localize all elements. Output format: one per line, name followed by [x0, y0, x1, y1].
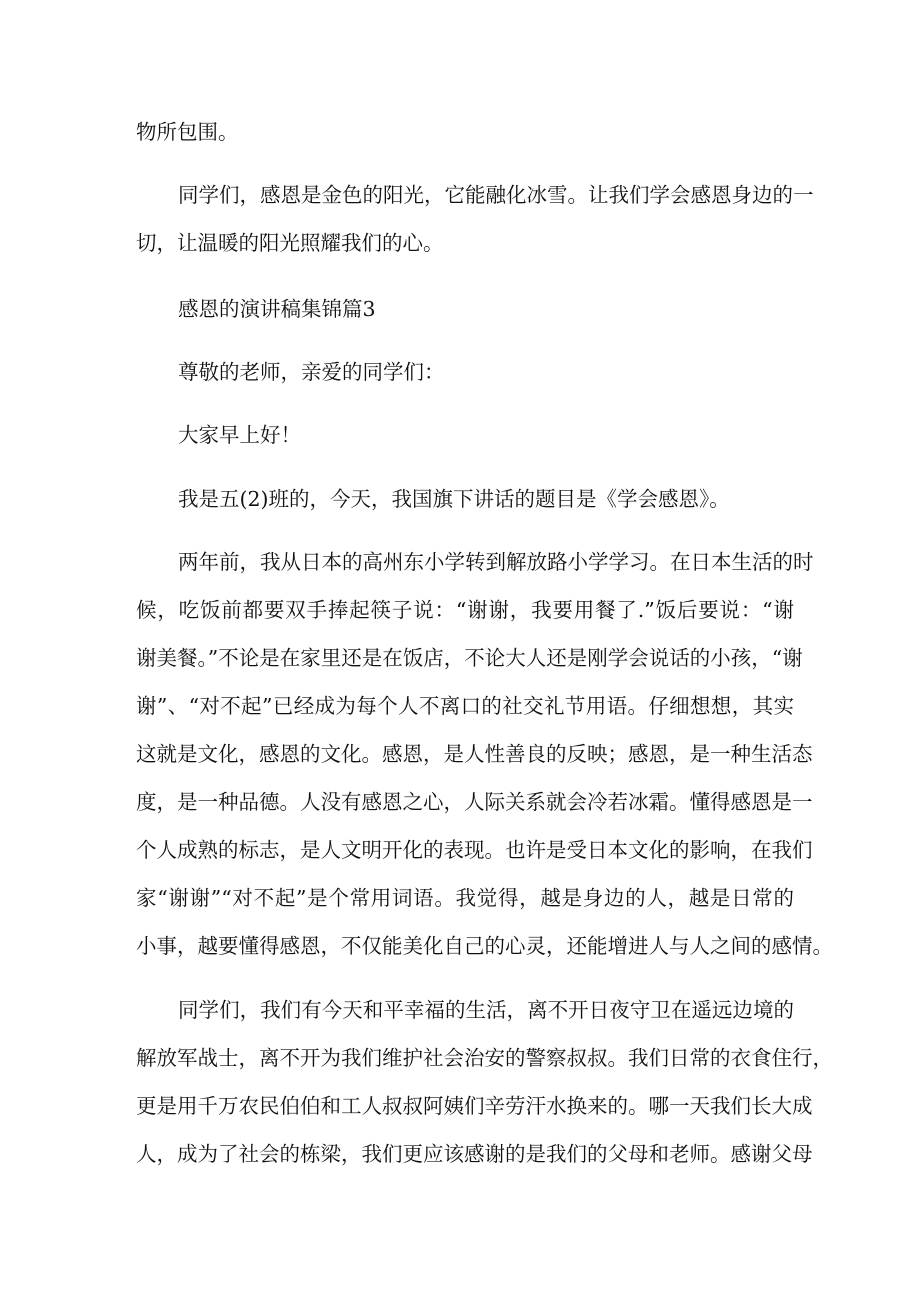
intro-line: 我是五(2)班的，今天，我国旗下讲话的题目是《学会感恩》。 [178, 487, 730, 511]
paragraph-line: 小事，越要懂得感恩，不仅能美化自己的心灵，还能增进人与人之间的感情。 [136, 934, 833, 958]
paragraph-line: 这就是文化，感恩的文化。感恩，是人性善良的反映；感恩，是一种生活态 [136, 742, 813, 766]
paragraph-line: 解放军战士，离不开为我们维护社会治安的警察叔叔。我们日常的衣食住行， [136, 1046, 833, 1070]
salutation: 尊敬的老师，亲爱的同学们： [178, 360, 445, 384]
paragraph-line: 同学们，我们有今天和平幸福的生活，离不开日夜守卫在遥远边境的 [178, 998, 794, 1022]
paragraph-line: 两年前，我从日本的高州东小学转到解放路小学学习。在日本生活的时 [178, 550, 814, 574]
paragraph-continuation: 物所包围。 [136, 120, 239, 144]
section-title: 感恩的演讲稿集锦篇3 [178, 297, 376, 321]
paragraph-line: 更是用千万农民伯伯和工人叔叔阿姨们辛劳汗水换来的。哪一天我们长大成 [136, 1094, 813, 1118]
paragraph-line: 同学们，感恩是金色的阳光，它能融化冰雪。让我们学会感恩身边的一 [178, 183, 814, 207]
paragraph-line: 度，是一种品德。人没有感恩之心，人际关系就会冷若冰霜。懂得感恩是一 [136, 790, 813, 814]
paragraph-line: 个人成熟的标志，是人文明开化的表现。也许是受日本文化的影响，在我们 [136, 838, 813, 862]
paragraph-line: 家“谢谢”“对不起”是个常用词语。我觉得，越是身边的人，越是日常的 [136, 886, 794, 910]
greeting: 大家早上好！ [178, 423, 301, 447]
paragraph-line: 人，成为了社会的栋梁，我们更应该感谢的是我们的父母和老师。感谢父母 [136, 1142, 813, 1166]
paragraph-line: 谢”、“对不起”已经成为每个人不离口的社交礼节用语。仔细想想，其实 [136, 694, 794, 718]
paragraph-line: 候，吃饭前都要双手捧起筷子说：“谢谢，我要用餐了.”饭后要说：“谢 [136, 598, 794, 622]
paragraph-line: 切，让温暖的阳光照耀我们的心。 [136, 231, 444, 255]
paragraph-line: 谢美餐。”不论是在家里还是在饭店，不论大人还是刚学会说话的小孩，“谢 [136, 646, 803, 670]
